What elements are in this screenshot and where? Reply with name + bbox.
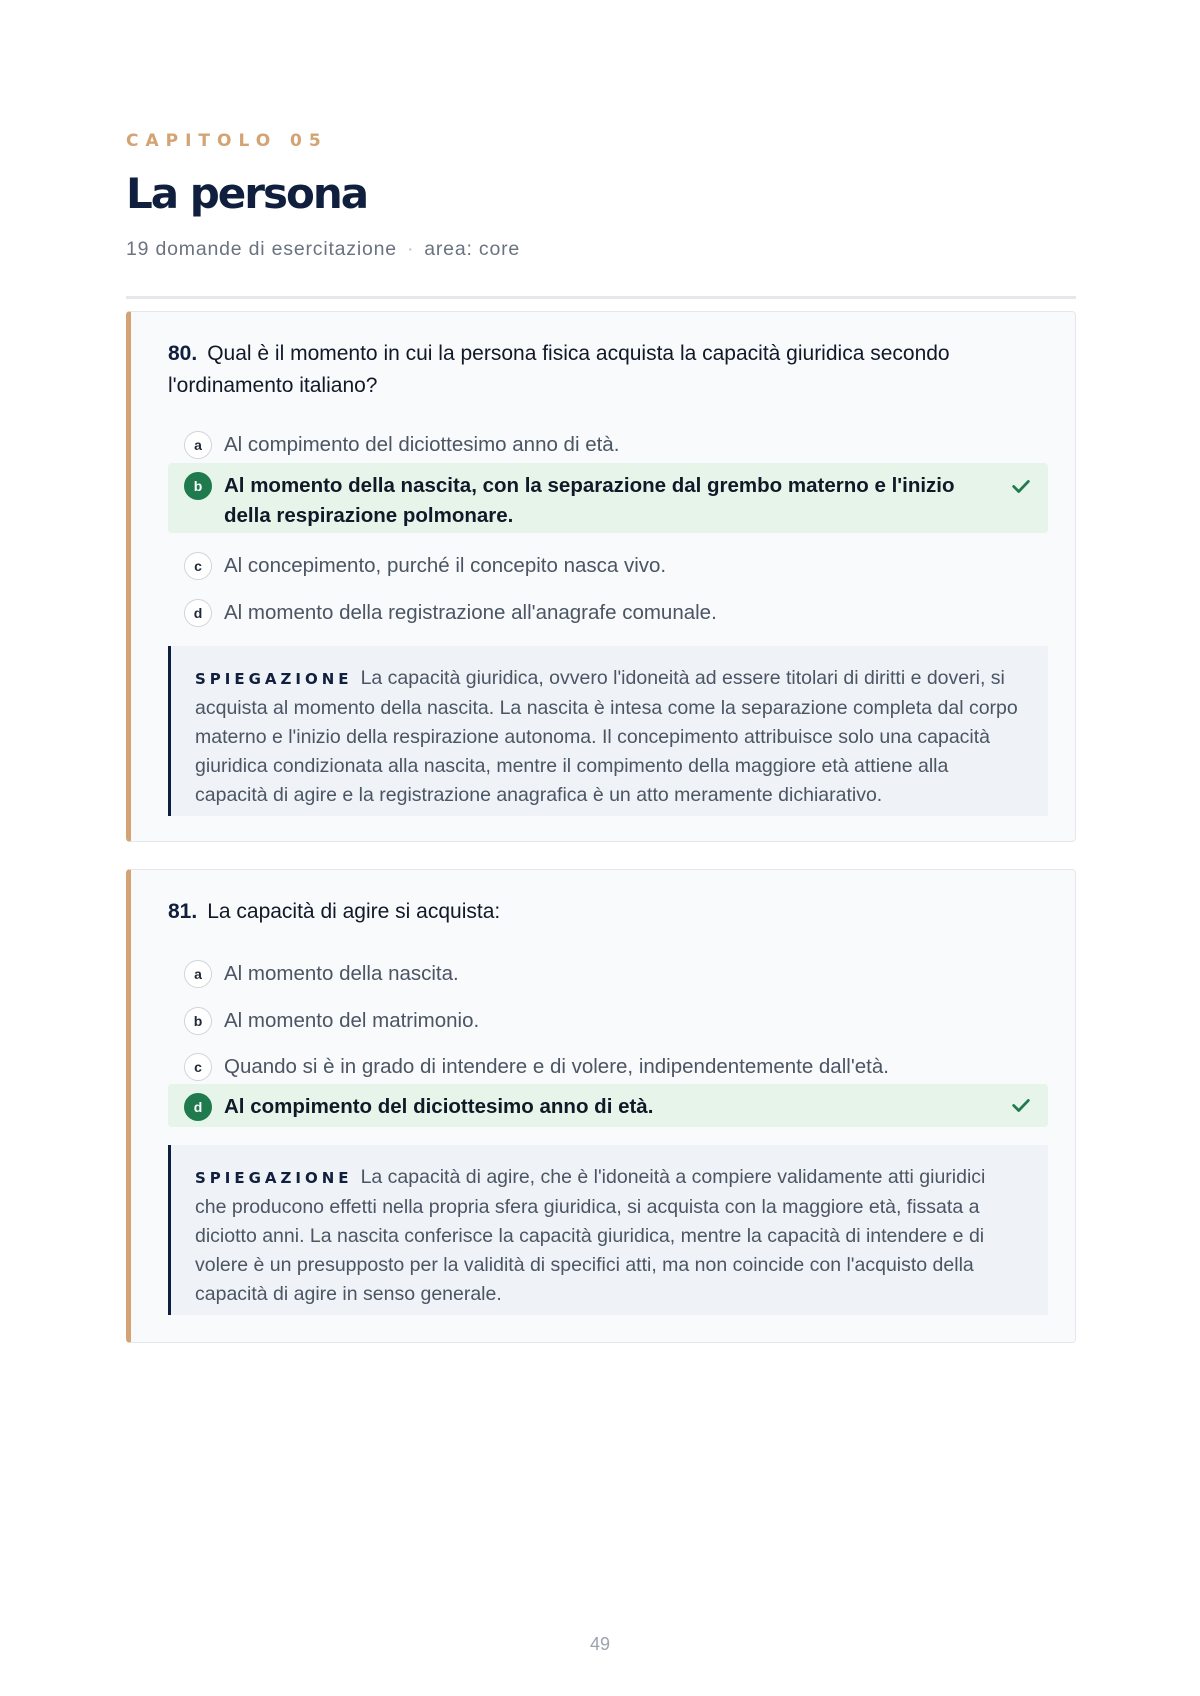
question-text — [168, 338, 1048, 402]
explanation-text: La capacità giuridica, ovvero l'idoneità ad essere titolari di diritti e doveri, si acquista al momento della nascita. La nascita è intesa come la separazione completa dal corpo materno e l'inizio della respirazione autonoma. Il concepimento attribuisce solo una capacità giuridica condizionata alla nascita, mentre il compimento della maggiore età attiene alla capacità di agire e la registrazione anagrafica è un atto meramente dichiarativo. — [195, 667, 1018, 806]
option-text: Al compimento del diciottesimo anno di età. — [224, 1095, 654, 1118]
option-a[interactable] — [168, 422, 1048, 468]
page-number: 49 — [589, 1634, 611, 1654]
option-letter-badge: c — [184, 552, 212, 580]
option-d[interactable] — [168, 590, 1048, 636]
question-number: 80. — [168, 342, 198, 365]
check-icon — [1010, 1094, 1032, 1116]
option-letter-badge: b — [184, 1007, 212, 1035]
option-text: Al compimento del diciottesimo anno di età. — [224, 433, 620, 456]
question-card-81 — [126, 869, 1076, 1343]
area-label: area: core — [424, 238, 521, 260]
explanation-label: SPIEGAZIONE — [195, 1169, 353, 1187]
chapter-meta — [126, 238, 520, 261]
option-letter-badge: a — [184, 431, 212, 459]
option-a[interactable] — [168, 951, 1048, 997]
question-prompt: Qual è il momento in cui la persona fisica acquista la capacità giuridica secondo l'ordinamento italiano? — [168, 342, 950, 397]
option-text: Al momento della nascita, con la separazione dal grembo materno e l'inizio della respirazione polmonare. — [224, 474, 955, 527]
explanation-label: SPIEGAZIONE — [195, 670, 353, 688]
explanation-box — [168, 646, 1048, 816]
chapter-title: La persona — [126, 169, 368, 218]
question-count: 19 domande di esercitazione — [126, 238, 397, 260]
option-text: Al momento del matrimonio. — [224, 1009, 480, 1032]
question-number: 81. — [168, 900, 198, 923]
option-letter-badge: a — [184, 960, 212, 988]
option-text: Al concepimento, purché il concepito nasca vivo. — [224, 554, 667, 577]
option-d-correct[interactable] — [168, 1084, 1048, 1127]
header-divider — [126, 296, 1076, 299]
option-letter-badge: d — [184, 599, 212, 627]
question-text — [168, 896, 1048, 928]
meta-separator: · — [406, 238, 415, 260]
option-b-correct[interactable] — [168, 463, 1048, 533]
explanation-text: La capacità di agire, che è l'idoneità a compiere validamente atti giuridici che producono effetti nella propria sfera giuridica, si acquista con la maggiore età, fissata a diciotto anni. La nascita conferisce la capacità giuridica, mentre la capacità di intendere e di volere è un presupposto per la validità di specifici atti, ma non coincide con l'acquisto della capacità di agire in senso generale. — [195, 1166, 986, 1305]
option-b[interactable] — [168, 998, 1048, 1044]
option-letter-badge: d — [184, 1093, 212, 1121]
option-letter-badge: b — [184, 472, 212, 500]
explanation-box — [168, 1145, 1048, 1315]
question-card-80 — [126, 311, 1076, 842]
explanation-paragraph — [195, 664, 1022, 810]
check-icon — [1010, 475, 1032, 497]
option-text: Quando si è in grado di intendere e di volere, indipendentemente dall'età. — [224, 1055, 889, 1078]
option-letter-badge: c — [184, 1053, 212, 1081]
option-text: Al momento della nascita. — [224, 962, 459, 985]
option-c[interactable] — [168, 543, 1048, 589]
question-prompt: La capacità di agire si acquista: — [207, 900, 501, 923]
explanation-paragraph — [195, 1163, 1022, 1309]
option-text: Al momento della registrazione all'anagrafe comunale. — [224, 601, 717, 624]
chapter-label: CAPITOLO 05 — [126, 131, 328, 151]
